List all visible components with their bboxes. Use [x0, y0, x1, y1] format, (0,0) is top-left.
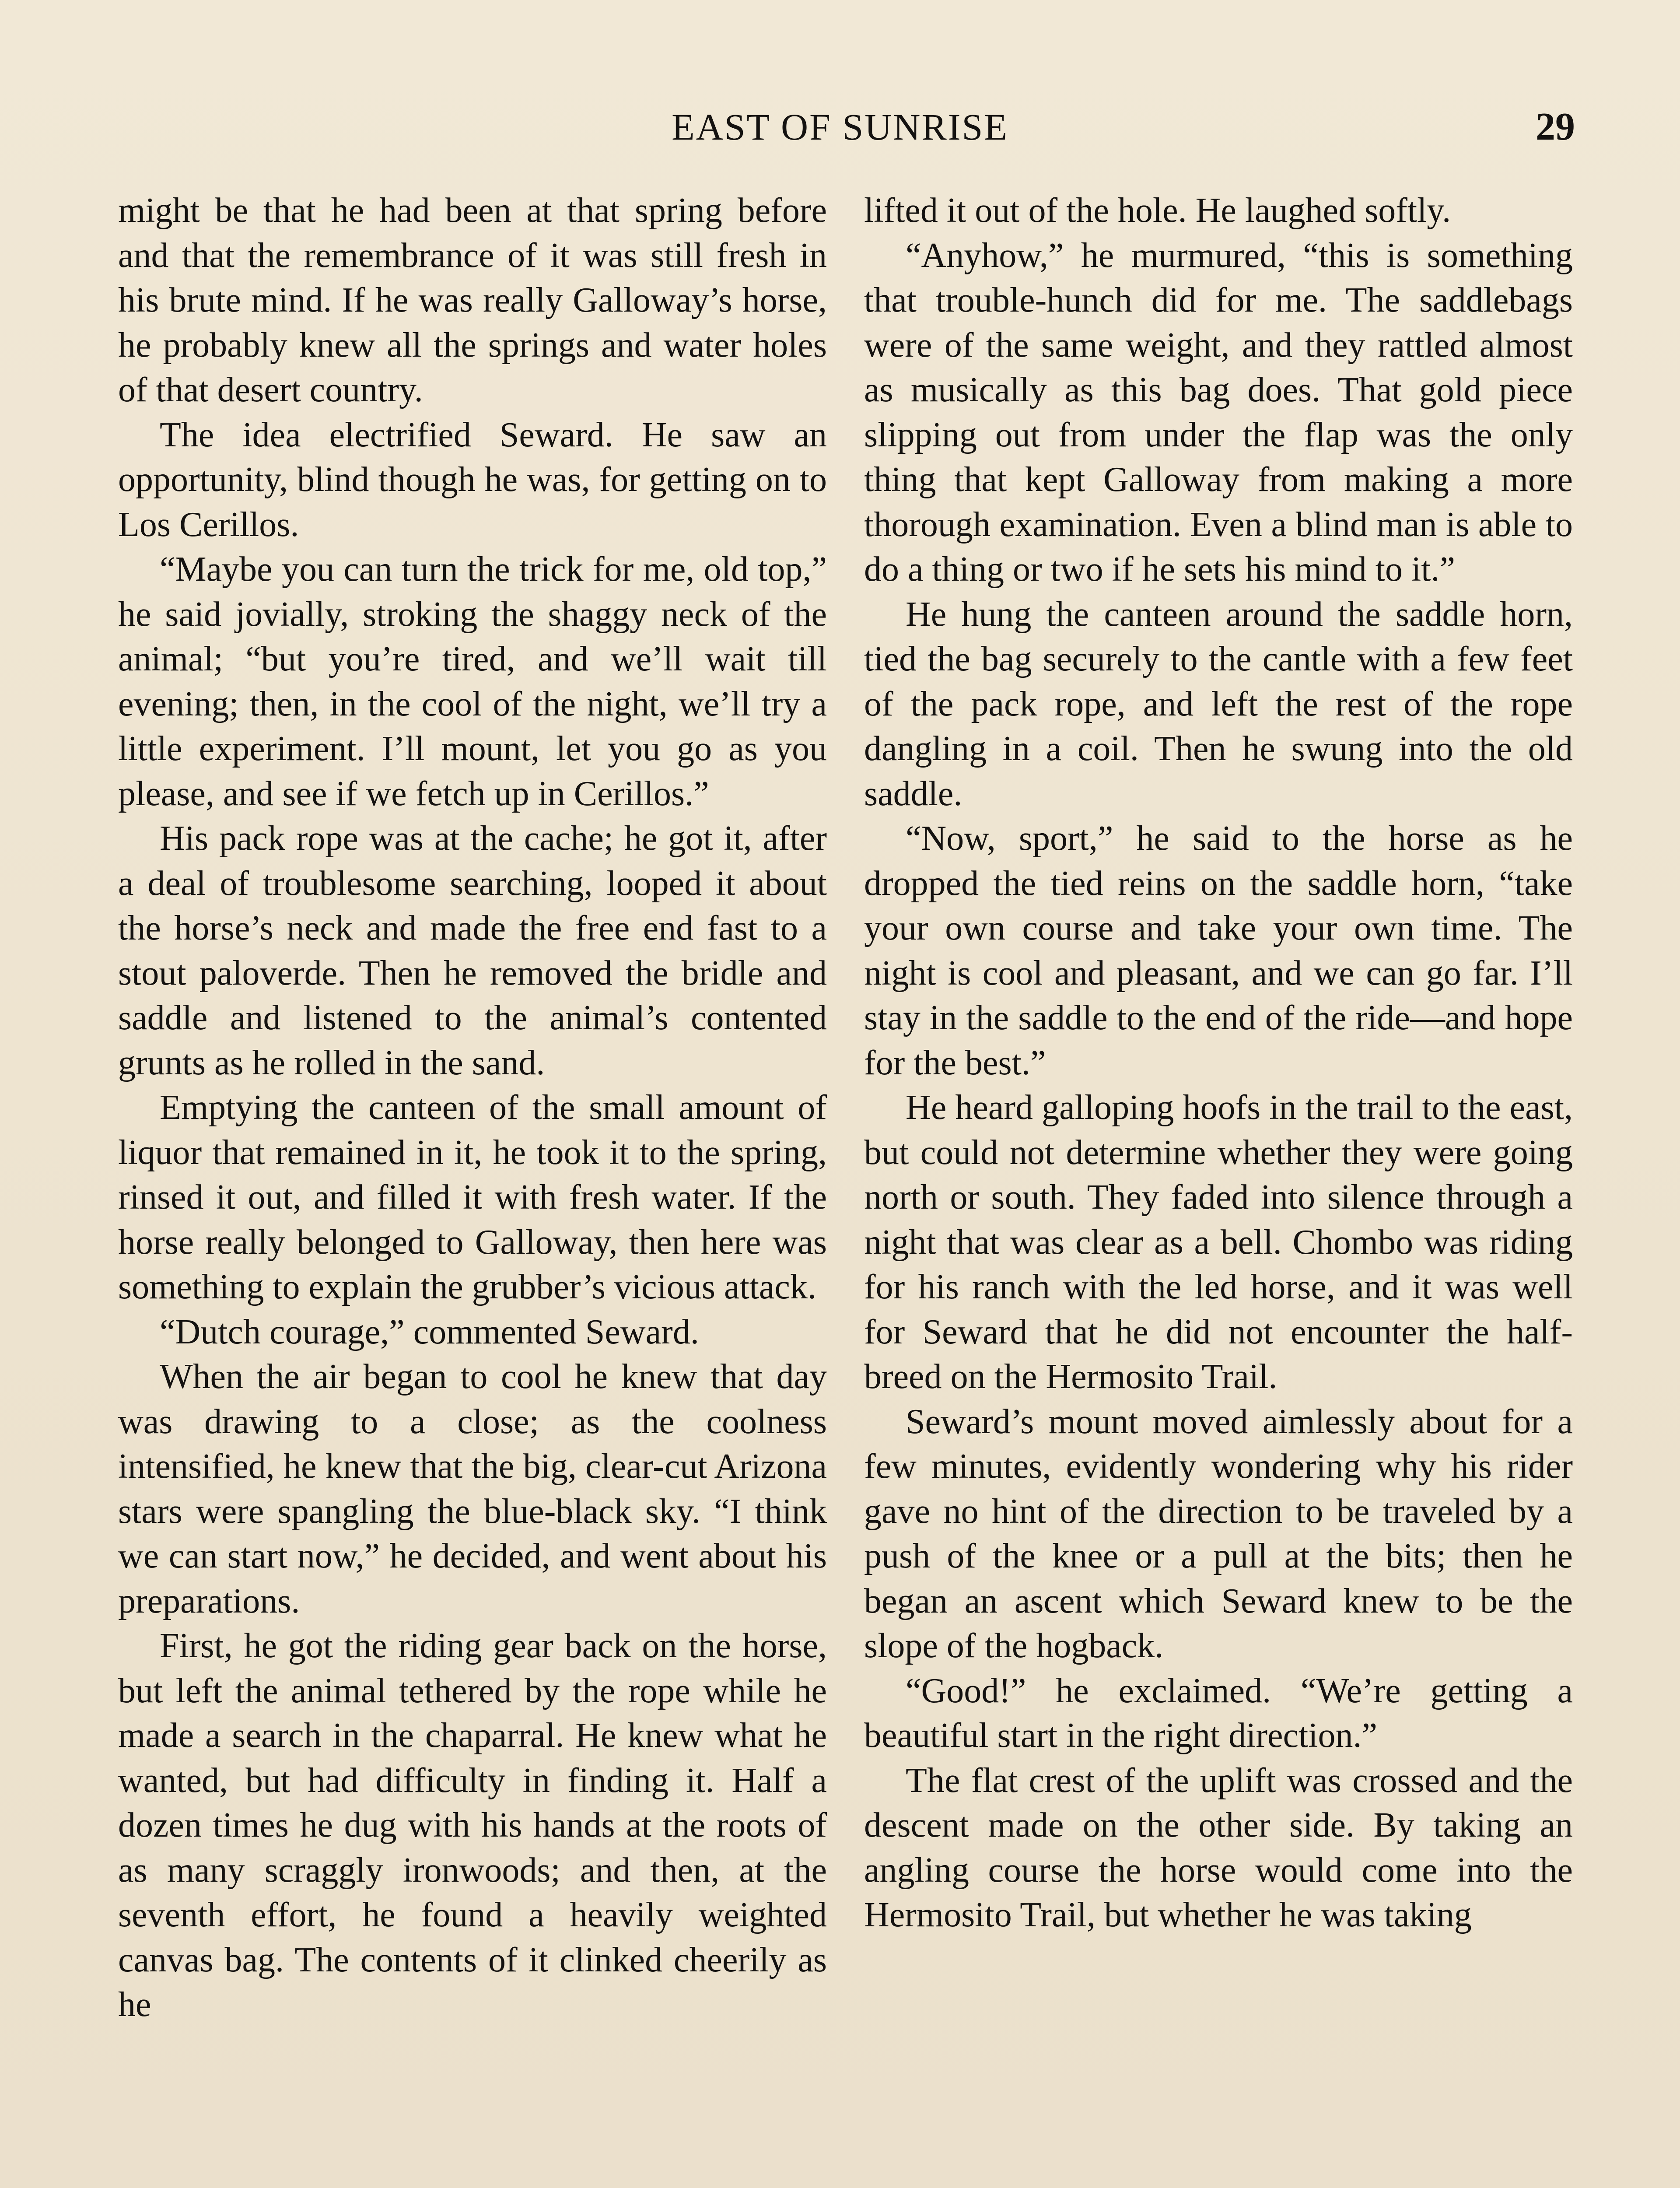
paragraph: might be that he had been at that spring before and that the remembrance of it was still fresh in his brute mind. If he was really Galloway’s horse, he probably knew all the springs and water holes of that desert country. [118, 191, 827, 409]
paragraph: The flat crest of the uplift was crossed and the descent made on the other side. By taking an angling course the horse would come into the Hermosito Trail, but whether he was taking [864, 1761, 1573, 1934]
running-title: EAST OF SUNRISE [672, 106, 1008, 148]
paragraph: “Maybe you can turn the trick for me, old top,” he said jovially, stroking the shaggy neck of the animal; “but you’re tired, and we’ll wait till evening; then, in the cool of the night, we’ll try a little experiment. I’ll mount, let you go as you please, and see if we fetch up in Cerillos.” [118, 550, 827, 813]
page-number: 29 [1536, 105, 1575, 148]
paragraph: “Now, sport,” he said to the horse as he dropped the tied reins on the saddle horn, “take your own course and take your own time. The night is cool and pleasant, and we can go far. I’ll stay in the saddle to the end of the ride—and hope for the best.” [864, 819, 1573, 1082]
paragraph: Emptying the canteen of the small amount of liquor that remained in it, he took it to the spring, rinsed it out, and filled it with fresh water. If the horse really belonged to Galloway, then here was something to explain the grubber’s vicious attack. [118, 1088, 827, 1306]
paragraph: The idea electrified Seward. He saw an opportunity, blind though he was, for getting on to Los Cerillos. [118, 415, 827, 544]
paragraph: First, he got the riding gear back on the horse, but left the animal tethered by the rope while he made a search in the chaparral. He knew what he wanted, but had difficulty in finding it. Half a dozen times he dug with his hands at the roots of as many scraggly ironwoods; and then, at the seventh effort, he found a heavily weighted canvas bag. The contents of it clinked cheerily as he [118, 1627, 827, 2024]
paragraph: lifted it out of the hole. He laughed softly. [864, 191, 1451, 230]
paragraph: He heard galloping hoofs in the trail to the east, but could not determine whether they were going north or south. They faded into silence through a night that was clear as a bell. Chombo was riding for his ranch with the led horse, and it was well for Seward that he did not encounter the half-breed on the Hermosito Trail. [864, 1088, 1573, 1396]
right-text-column [864, 188, 1573, 1938]
running-header [0, 101, 1680, 153]
paragraph: His pack rope was at the cache; he got it, after a deal of troublesome searching, looped it about the horse’s neck and made the free end fast to a stout paloverde. Then he removed the bridle and saddle and listened to the animal’s contented grunts as he rolled in the sand. [118, 819, 827, 1082]
paragraph: “Good!” he exclaimed. “We’re getting a beautiful start in the right direction.” [864, 1671, 1573, 1755]
paragraph: When the air began to cool he knew that day was drawing to a close; as the coolness intensified, he knew that the big, clear-cut Arizona stars were spangling the blue-black sky. “I think we can start now,” he decided, and went about his preparations. [118, 1357, 827, 1620]
paragraph: “Dutch courage,” commented Seward. [160, 1312, 699, 1351]
paragraph: “Anyhow,” he murmured, “this is something that trouble-hunch did for me. The saddlebags were of the same weight, and they rattled almost as musically as this bag does. That gold piece slipping out from under the flap was the only thing that kept Galloway from making a more thorough examination. Even a blind man is able to do a thing or two if he sets his mind to it.” [864, 236, 1573, 589]
paragraph: Seward’s mount moved aimlessly about for a few minutes, evidently wondering why his rider gave no hint of the direction to be traveled by a push of the knee or a pull at the bits; then he began an ascent which Seward knew to be the slope of the hogback. [864, 1402, 1573, 1665]
paragraph: He hung the canteen around the saddle horn, tied the bag securely to the cantle with a few feet of the pack rope, and left the rest of the rope dangling in a coil. Then he swung into the old saddle. [864, 595, 1573, 813]
left-text-column [118, 188, 827, 2027]
